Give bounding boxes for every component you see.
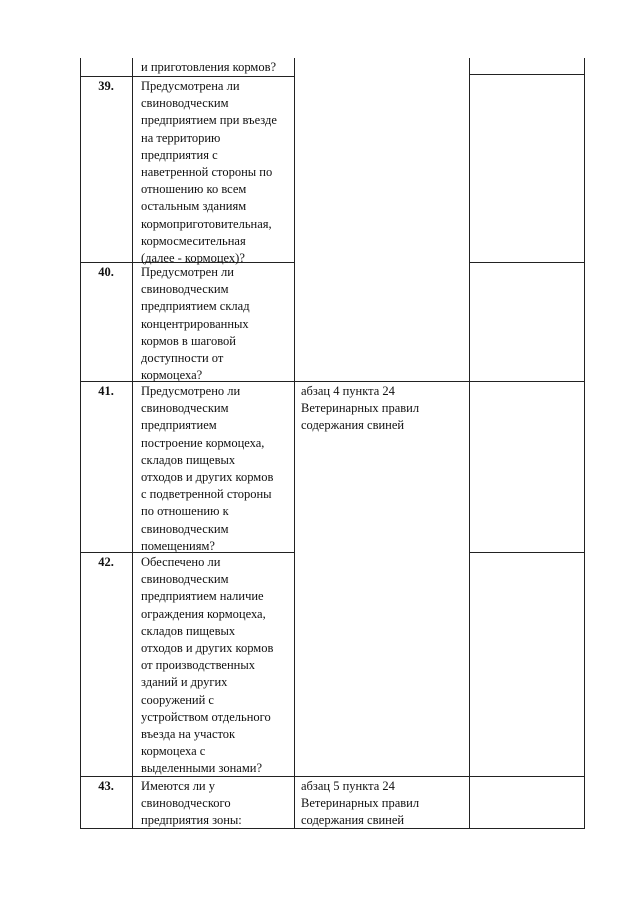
- row-number: 42.: [98, 555, 114, 569]
- row-number: 40.: [98, 265, 114, 279]
- question-cell: Предусмотрена ли свиноводческим предприятием при въезде на территорию предприятия с наветренной стороны по отношению ко всем остальным зданиям кормоприготовительная, кормосмесительная (далее - кормоцех)?: [141, 79, 277, 266]
- question-cell: Предусмотрен ли свиноводческим предприятием склад концентрированных кормов в шаговой доступности от кормоцеха?: [141, 265, 250, 383]
- row-number: 43.: [98, 779, 114, 793]
- row-number: 41.: [98, 384, 114, 398]
- question-cell: Предусмотрено ли свиноводческим предприятием построение кормоцеха, складов пищевых отходов и других кормов с подветренной стороны по отношению к свиноводческим помещениям?: [141, 384, 274, 553]
- question-cell: Обеспечено ли свиноводческим предприятием наличие ограждения кормоцеха, складов пищевых отходов и других кормов от производственных зданий и других сооружений с устройством отдельного въезда на участок кормоцеха с выделенными зонами?: [141, 555, 274, 776]
- row-separator: [469, 262, 585, 263]
- row-separator: [469, 74, 585, 75]
- table-column-divider-1: [132, 58, 133, 829]
- question-cell-continued: и приготовления кормов?: [141, 60, 277, 74]
- table-border-right: [584, 58, 585, 829]
- row-number: 39.: [98, 79, 114, 93]
- reference-cell: абзац 5 пункта 24 Ветеринарных правил содержания свиней: [301, 779, 420, 828]
- table-border-left: [80, 58, 81, 829]
- table-column-divider-2: [294, 58, 295, 829]
- reference-cell: абзац 4 пункта 24 Ветеринарных правил содержания свиней: [301, 384, 420, 433]
- row-separator: [469, 552, 585, 553]
- table-column-divider-3: [469, 58, 470, 829]
- question-cell: Имеются ли у свиноводческого предприятия зоны:: [141, 779, 242, 828]
